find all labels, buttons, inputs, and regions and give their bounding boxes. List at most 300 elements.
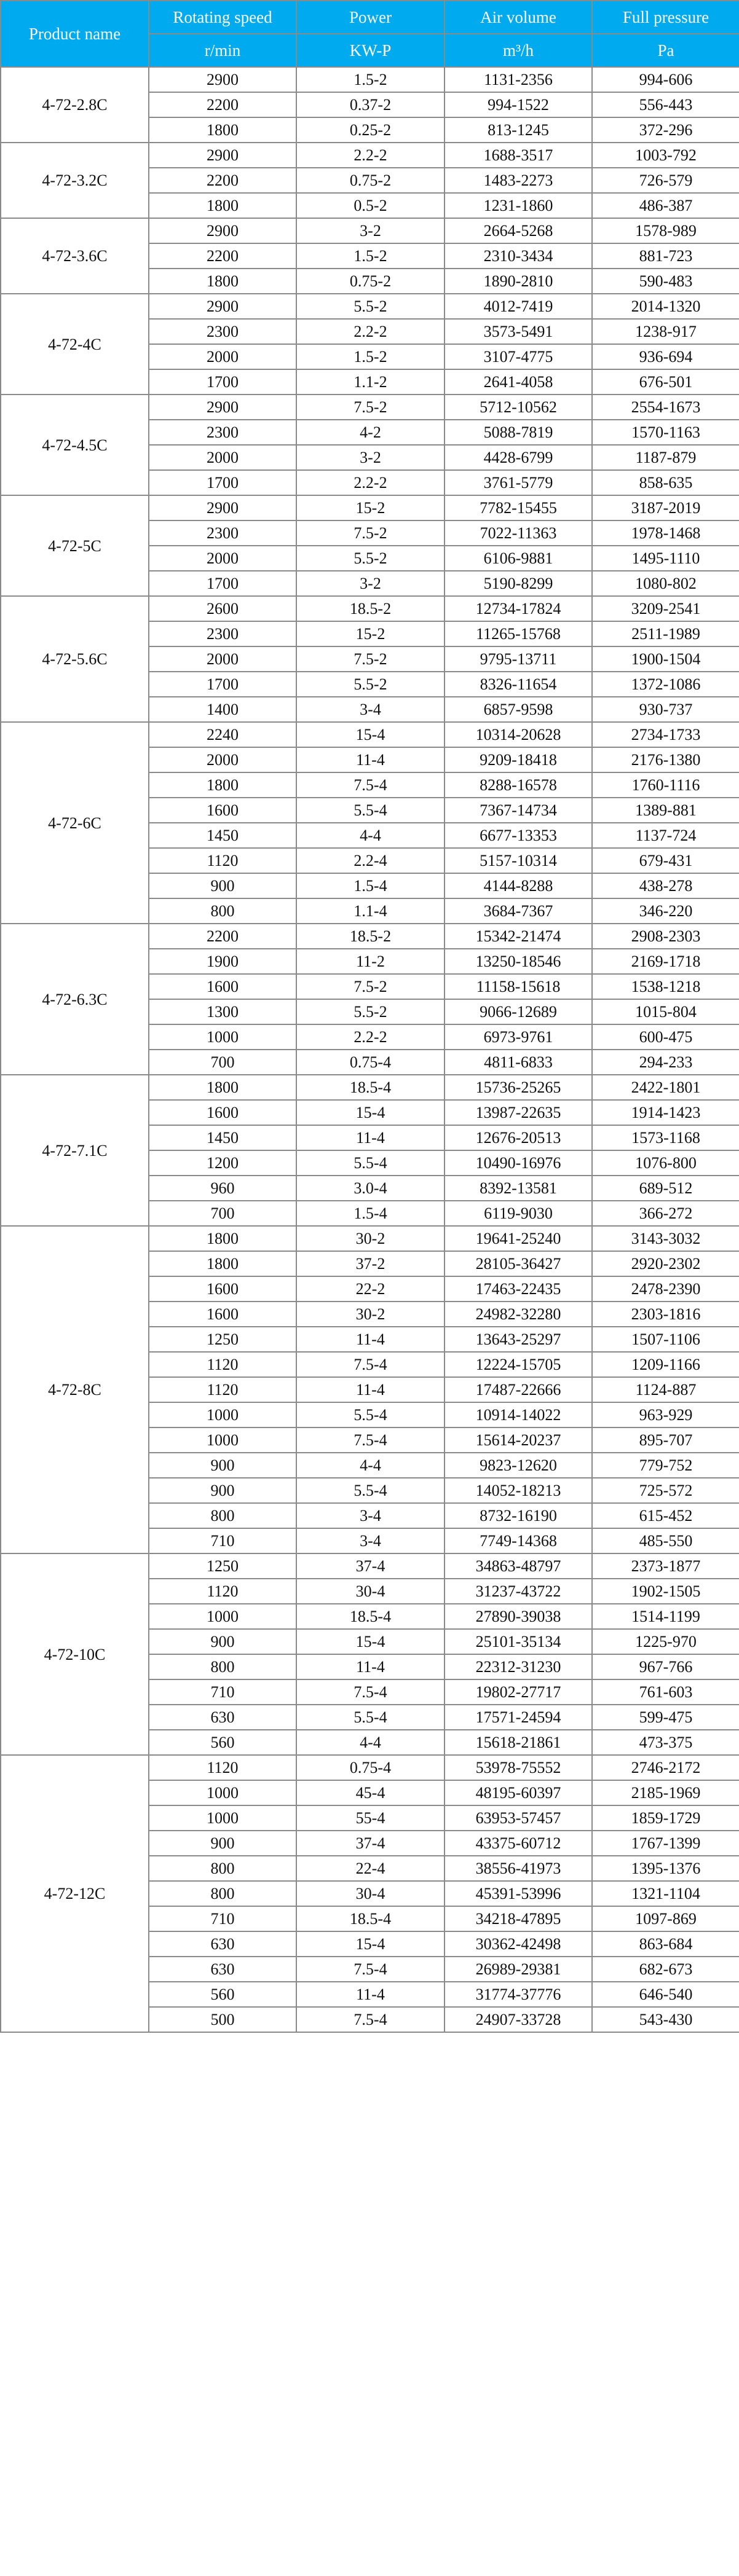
rotating-speed-cell: 800 [149, 1856, 296, 1881]
rotating-speed-cell: 1400 [149, 697, 296, 722]
air-volume-cell: 5088-7819 [445, 420, 592, 445]
header-full-pressure: Full pressure [592, 1, 739, 34]
air-volume-cell: 6857-9598 [445, 697, 592, 722]
full-pressure-cell: 615-452 [592, 1503, 739, 1528]
full-pressure-cell: 2746-2172 [592, 1755, 739, 1780]
full-pressure-cell: 1124-887 [592, 1377, 739, 1402]
rotating-speed-cell: 900 [149, 1453, 296, 1478]
rotating-speed-cell: 560 [149, 1730, 296, 1755]
table-row [1, 1553, 739, 1579]
full-pressure-cell: 646-540 [592, 1982, 739, 2007]
power-cell: 30-4 [296, 1881, 445, 1906]
power-cell: 3-4 [296, 1528, 445, 1553]
power-cell: 11-2 [296, 949, 445, 974]
full-pressure-cell: 676-501 [592, 369, 739, 395]
product-name-cell: 4-72-2.8C [1, 67, 149, 143]
rotating-speed-cell: 1300 [149, 999, 296, 1024]
table-row [1, 722, 739, 747]
full-pressure-cell: 2185-1969 [592, 1780, 739, 1805]
air-volume-cell: 17463-22435 [445, 1276, 592, 1302]
power-cell: 18.5-2 [296, 596, 445, 621]
full-pressure-cell: 1495-1110 [592, 546, 739, 571]
full-pressure-cell: 761-603 [592, 1679, 739, 1705]
air-volume-cell: 12224-15705 [445, 1352, 592, 1377]
air-volume-cell: 5157-10314 [445, 848, 592, 873]
air-volume-cell: 8732-16190 [445, 1503, 592, 1528]
full-pressure-cell: 2920-2302 [592, 1251, 739, 1276]
air-volume-cell: 45391-53996 [445, 1881, 592, 1906]
table-row [1, 495, 739, 520]
product-name-cell: 4-72-6C [1, 722, 149, 924]
rotating-speed-cell: 2900 [149, 294, 296, 319]
air-volume-cell: 24982-32280 [445, 1302, 592, 1327]
air-volume-cell: 9795-13711 [445, 646, 592, 672]
rotating-speed-cell: 700 [149, 1201, 296, 1226]
table-row [1, 218, 739, 243]
table-body [1, 67, 739, 2032]
power-cell: 0.75-2 [296, 269, 445, 294]
full-pressure-cell: 679-431 [592, 848, 739, 873]
power-cell: 5.5-4 [296, 1150, 445, 1176]
power-cell: 2.2-2 [296, 1024, 445, 1050]
air-volume-cell: 2310-3434 [445, 243, 592, 269]
power-cell: 7.5-2 [296, 395, 445, 420]
air-volume-cell: 10314-20628 [445, 722, 592, 747]
power-cell: 0.25-2 [296, 117, 445, 143]
rotating-speed-cell: 1000 [149, 1604, 296, 1629]
air-volume-cell: 7782-15455 [445, 495, 592, 520]
full-pressure-cell: 3209-2541 [592, 596, 739, 621]
rotating-speed-cell: 710 [149, 1679, 296, 1705]
rotating-speed-cell: 1700 [149, 672, 296, 697]
full-pressure-cell: 858-635 [592, 470, 739, 495]
power-cell: 22-2 [296, 1276, 445, 1302]
full-pressure-cell: 2908-2303 [592, 924, 739, 949]
power-cell: 18.5-4 [296, 1075, 445, 1100]
rotating-speed-cell: 800 [149, 1881, 296, 1906]
air-volume-cell: 1483-2273 [445, 168, 592, 193]
full-pressure-cell: 682-673 [592, 1957, 739, 1982]
air-volume-cell: 4144-8288 [445, 873, 592, 898]
full-pressure-cell: 1003-792 [592, 143, 739, 168]
air-volume-cell: 4811-6833 [445, 1050, 592, 1075]
power-cell: 15-4 [296, 1100, 445, 1125]
air-volume-cell: 8326-11654 [445, 672, 592, 697]
air-volume-cell: 26989-29381 [445, 1957, 592, 1982]
table-row [1, 67, 739, 92]
full-pressure-cell: 779-752 [592, 1453, 739, 1478]
full-pressure-cell: 3143-3032 [592, 1226, 739, 1251]
air-volume-cell: 2641-4058 [445, 369, 592, 395]
product-name-cell: 4-72-4.5C [1, 395, 149, 495]
power-cell: 3.0-4 [296, 1176, 445, 1201]
air-volume-cell: 1890-2810 [445, 269, 592, 294]
power-cell: 7.5-4 [296, 1427, 445, 1453]
full-pressure-cell: 473-375 [592, 1730, 739, 1755]
air-volume-cell: 6119-9030 [445, 1201, 592, 1226]
full-pressure-cell: 1538-1218 [592, 974, 739, 999]
rotating-speed-cell: 2200 [149, 243, 296, 269]
air-volume-cell: 27890-39038 [445, 1604, 592, 1629]
product-name-cell: 4-72-12C [1, 1755, 149, 2032]
power-cell: 15-4 [296, 1931, 445, 1957]
rotating-speed-cell: 2000 [149, 445, 296, 470]
full-pressure-cell: 994-606 [592, 67, 739, 92]
full-pressure-cell: 543-430 [592, 2007, 739, 2032]
table-row [1, 143, 739, 168]
air-volume-cell: 3573-5491 [445, 319, 592, 344]
full-pressure-cell: 3187-2019 [592, 495, 739, 520]
full-pressure-cell: 1015-804 [592, 999, 739, 1024]
full-pressure-cell: 590-483 [592, 269, 739, 294]
full-pressure-cell: 1900-1504 [592, 646, 739, 672]
rotating-speed-cell: 800 [149, 1503, 296, 1528]
power-cell: 7.5-2 [296, 520, 445, 546]
full-pressure-cell: 2176-1380 [592, 747, 739, 772]
power-cell: 2.2-2 [296, 143, 445, 168]
air-volume-cell: 19641-25240 [445, 1226, 592, 1251]
full-pressure-cell: 1395-1376 [592, 1856, 739, 1881]
power-cell: 7.5-2 [296, 974, 445, 999]
full-pressure-cell: 1372-1086 [592, 672, 739, 697]
full-pressure-cell: 438-278 [592, 873, 739, 898]
air-volume-cell: 25101-35134 [445, 1629, 592, 1654]
air-volume-cell: 12734-17824 [445, 596, 592, 621]
rotating-speed-cell: 560 [149, 1982, 296, 2007]
product-name-cell: 4-72-3.6C [1, 218, 149, 294]
air-volume-cell: 1131-2356 [445, 67, 592, 92]
full-pressure-cell: 936-694 [592, 344, 739, 369]
full-pressure-cell: 1080-802 [592, 571, 739, 596]
product-name-cell: 4-72-5C [1, 495, 149, 596]
full-pressure-cell: 725-572 [592, 1478, 739, 1503]
full-pressure-cell: 689-512 [592, 1176, 739, 1201]
full-pressure-cell: 1978-1468 [592, 520, 739, 546]
full-pressure-cell: 599-475 [592, 1705, 739, 1730]
full-pressure-cell: 1225-970 [592, 1629, 739, 1654]
rotating-speed-cell: 1250 [149, 1327, 296, 1352]
air-volume-cell: 6973-9761 [445, 1024, 592, 1050]
rotating-speed-cell: 2200 [149, 168, 296, 193]
full-pressure-cell: 2511-1989 [592, 621, 739, 646]
rotating-speed-cell: 500 [149, 2007, 296, 2032]
power-cell: 15-2 [296, 495, 445, 520]
rotating-speed-cell: 2000 [149, 646, 296, 672]
power-cell: 1.1-4 [296, 898, 445, 924]
air-volume-cell: 17571-24594 [445, 1705, 592, 1730]
full-pressure-cell: 346-220 [592, 898, 739, 924]
power-cell: 4-2 [296, 420, 445, 445]
header-air-volume: Air volume [445, 1, 592, 34]
air-volume-cell: 10490-16976 [445, 1150, 592, 1176]
full-pressure-cell: 1321-1104 [592, 1881, 739, 1906]
air-volume-cell: 4428-6799 [445, 445, 592, 470]
full-pressure-cell: 2478-2390 [592, 1276, 739, 1302]
power-cell: 7.5-4 [296, 1679, 445, 1705]
air-volume-cell: 43375-60712 [445, 1831, 592, 1856]
rotating-speed-cell: 1700 [149, 369, 296, 395]
rotating-speed-cell: 1700 [149, 470, 296, 495]
power-cell: 37-4 [296, 1831, 445, 1856]
air-volume-cell: 3107-4775 [445, 344, 592, 369]
power-cell: 2.2-2 [296, 319, 445, 344]
power-cell: 0.75-2 [296, 168, 445, 193]
rotating-speed-cell: 900 [149, 1478, 296, 1503]
rotating-speed-cell: 2300 [149, 621, 296, 646]
rotating-speed-cell: 1800 [149, 1251, 296, 1276]
rotating-speed-cell: 1000 [149, 1805, 296, 1831]
power-cell: 5.5-4 [296, 798, 445, 823]
air-volume-cell: 1688-3517 [445, 143, 592, 168]
air-volume-cell: 13643-25297 [445, 1327, 592, 1352]
rotating-speed-cell: 2600 [149, 596, 296, 621]
power-cell: 5.5-2 [296, 294, 445, 319]
rotating-speed-cell: 2900 [149, 143, 296, 168]
power-cell: 15-2 [296, 621, 445, 646]
power-cell: 18.5-4 [296, 1906, 445, 1931]
product-name-cell: 4-72-6.3C [1, 924, 149, 1075]
rotating-speed-cell: 900 [149, 1831, 296, 1856]
rotating-speed-cell: 960 [149, 1176, 296, 1201]
rotating-speed-cell: 2000 [149, 546, 296, 571]
rotating-speed-cell: 630 [149, 1931, 296, 1957]
air-volume-cell: 34218-47895 [445, 1906, 592, 1931]
rotating-speed-cell: 1250 [149, 1553, 296, 1579]
rotating-speed-cell: 1000 [149, 1024, 296, 1050]
rotating-speed-cell: 2900 [149, 67, 296, 92]
full-pressure-cell: 881-723 [592, 243, 739, 269]
rotating-speed-cell: 1800 [149, 269, 296, 294]
rotating-speed-cell: 1800 [149, 117, 296, 143]
power-cell: 18.5-2 [296, 924, 445, 949]
full-pressure-cell: 930-737 [592, 697, 739, 722]
rotating-speed-cell: 2000 [149, 344, 296, 369]
full-pressure-cell: 1514-1199 [592, 1604, 739, 1629]
air-volume-cell: 9823-12620 [445, 1453, 592, 1478]
air-volume-cell: 5712-10562 [445, 395, 592, 420]
rotating-speed-cell: 630 [149, 1957, 296, 1982]
full-pressure-cell: 486-387 [592, 193, 739, 218]
power-cell: 5.5-4 [296, 1705, 445, 1730]
air-volume-cell: 63953-57457 [445, 1805, 592, 1831]
air-volume-cell: 9066-12689 [445, 999, 592, 1024]
table-header [1, 1, 739, 67]
product-name-cell: 4-72-3.2C [1, 143, 149, 218]
full-pressure-cell: 372-296 [592, 117, 739, 143]
air-volume-cell: 13250-18546 [445, 949, 592, 974]
rotating-speed-cell: 1450 [149, 1125, 296, 1150]
air-volume-cell: 13987-22635 [445, 1100, 592, 1125]
full-pressure-cell: 1076-800 [592, 1150, 739, 1176]
power-cell: 1.5-4 [296, 873, 445, 898]
power-cell: 11-4 [296, 1982, 445, 2007]
power-cell: 5.5-4 [296, 1402, 445, 1427]
air-volume-cell: 24907-33728 [445, 2007, 592, 2032]
power-cell: 11-4 [296, 1654, 445, 1679]
rotating-speed-cell: 2200 [149, 924, 296, 949]
air-volume-cell: 3684-7367 [445, 898, 592, 924]
full-pressure-cell: 1767-1399 [592, 1831, 739, 1856]
air-volume-cell: 7022-11363 [445, 520, 592, 546]
full-pressure-cell: 600-475 [592, 1024, 739, 1050]
air-volume-cell: 813-1245 [445, 117, 592, 143]
power-cell: 11-4 [296, 747, 445, 772]
air-volume-cell: 31237-43722 [445, 1579, 592, 1604]
power-cell: 7.5-4 [296, 772, 445, 798]
air-volume-cell: 8392-13581 [445, 1176, 592, 1201]
full-pressure-cell: 1573-1168 [592, 1125, 739, 1150]
rotating-speed-cell: 1900 [149, 949, 296, 974]
full-pressure-cell: 1760-1116 [592, 772, 739, 798]
rotating-speed-cell: 710 [149, 1528, 296, 1553]
power-cell: 2.2-2 [296, 470, 445, 495]
power-cell: 3-2 [296, 571, 445, 596]
full-pressure-cell: 485-550 [592, 1528, 739, 1553]
power-cell: 0.75-4 [296, 1050, 445, 1075]
product-name-cell: 4-72-10C [1, 1553, 149, 1755]
full-pressure-cell: 1578-989 [592, 218, 739, 243]
full-pressure-cell: 2734-1733 [592, 722, 739, 747]
product-name-cell: 4-72-4C [1, 294, 149, 395]
air-volume-cell: 4012-7419 [445, 294, 592, 319]
full-pressure-cell: 967-766 [592, 1654, 739, 1679]
rotating-speed-cell: 2900 [149, 218, 296, 243]
full-pressure-cell: 1097-869 [592, 1906, 739, 1931]
rotating-speed-cell: 2300 [149, 319, 296, 344]
power-cell: 55-4 [296, 1805, 445, 1831]
air-volume-cell: 11158-15618 [445, 974, 592, 999]
rotating-speed-cell: 2240 [149, 722, 296, 747]
table-row [1, 924, 739, 949]
rotating-speed-cell: 2300 [149, 420, 296, 445]
rotating-speed-cell: 1120 [149, 1377, 296, 1402]
air-volume-cell: 53978-75552 [445, 1755, 592, 1780]
product-name-cell: 4-72-5.6C [1, 596, 149, 722]
air-volume-cell: 15614-20237 [445, 1427, 592, 1453]
unit-power: KW-P [296, 34, 445, 67]
rotating-speed-cell: 1600 [149, 1302, 296, 1327]
air-volume-cell: 15618-21861 [445, 1730, 592, 1755]
table-row [1, 294, 739, 319]
air-volume-cell: 11265-15768 [445, 621, 592, 646]
full-pressure-cell: 1209-1166 [592, 1352, 739, 1377]
rotating-speed-cell: 1600 [149, 974, 296, 999]
air-volume-cell: 30362-42498 [445, 1931, 592, 1957]
power-cell: 1.1-2 [296, 369, 445, 395]
full-pressure-cell: 1137-724 [592, 823, 739, 848]
power-cell: 5.5-2 [296, 546, 445, 571]
product-name-cell: 4-72-8C [1, 1226, 149, 1553]
rotating-speed-cell: 1700 [149, 571, 296, 596]
air-volume-cell: 19802-27717 [445, 1679, 592, 1705]
power-cell: 5.5-2 [296, 999, 445, 1024]
power-cell: 11-4 [296, 1377, 445, 1402]
power-cell: 37-4 [296, 1553, 445, 1579]
air-volume-cell: 22312-31230 [445, 1654, 592, 1679]
power-cell: 22-4 [296, 1856, 445, 1881]
air-volume-cell: 28105-36427 [445, 1251, 592, 1276]
product-name-cell: 4-72-7.1C [1, 1075, 149, 1226]
rotating-speed-cell: 1600 [149, 1276, 296, 1302]
table-row [1, 395, 739, 420]
power-cell: 3-2 [296, 218, 445, 243]
table-row [1, 1755, 739, 1780]
header-product-name: Product name [1, 1, 149, 67]
power-cell: 45-4 [296, 1780, 445, 1805]
full-pressure-cell: 1507-1106 [592, 1327, 739, 1352]
air-volume-cell: 6677-13353 [445, 823, 592, 848]
rotating-speed-cell: 1120 [149, 1579, 296, 1604]
power-cell: 30-4 [296, 1579, 445, 1604]
power-cell: 1.5-4 [296, 1201, 445, 1226]
air-volume-cell: 7749-14368 [445, 1528, 592, 1553]
rotating-speed-cell: 2300 [149, 520, 296, 546]
air-volume-cell: 7367-14734 [445, 798, 592, 823]
full-pressure-cell: 2422-1801 [592, 1075, 739, 1100]
table-row [1, 1226, 739, 1251]
rotating-speed-cell: 2200 [149, 92, 296, 117]
air-volume-cell: 10914-14022 [445, 1402, 592, 1427]
power-cell: 0.75-4 [296, 1755, 445, 1780]
power-cell: 0.5-2 [296, 193, 445, 218]
rotating-speed-cell: 1800 [149, 1226, 296, 1251]
power-cell: 3-4 [296, 697, 445, 722]
power-cell: 4-4 [296, 1730, 445, 1755]
full-pressure-cell: 895-707 [592, 1427, 739, 1453]
full-pressure-cell: 726-579 [592, 168, 739, 193]
table-row [1, 596, 739, 621]
air-volume-cell: 3761-5779 [445, 470, 592, 495]
air-volume-cell: 17487-22666 [445, 1377, 592, 1402]
rotating-speed-cell: 700 [149, 1050, 296, 1075]
power-cell: 2.2-4 [296, 848, 445, 873]
power-cell: 11-4 [296, 1327, 445, 1352]
rotating-speed-cell: 1800 [149, 772, 296, 798]
rotating-speed-cell: 800 [149, 1654, 296, 1679]
power-cell: 7.5-4 [296, 1352, 445, 1377]
rotating-speed-cell: 2000 [149, 747, 296, 772]
full-pressure-cell: 2554-1673 [592, 395, 739, 420]
power-cell: 5.5-2 [296, 672, 445, 697]
air-volume-cell: 6106-9881 [445, 546, 592, 571]
rotating-speed-cell: 1120 [149, 1352, 296, 1377]
header-power: Power [296, 1, 445, 34]
full-pressure-cell: 2373-1877 [592, 1553, 739, 1579]
air-volume-cell: 34863-48797 [445, 1553, 592, 1579]
rotating-speed-cell: 1000 [149, 1427, 296, 1453]
unit-air-volume: m³/h [445, 34, 592, 67]
power-cell: 7.5-4 [296, 1957, 445, 1982]
full-pressure-cell: 1859-1729 [592, 1805, 739, 1831]
full-pressure-cell: 2014-1320 [592, 294, 739, 319]
power-cell: 1.5-2 [296, 243, 445, 269]
rotating-speed-cell: 1600 [149, 1100, 296, 1125]
full-pressure-cell: 366-272 [592, 1201, 739, 1226]
unit-pressure: Pa [592, 34, 739, 67]
rotating-speed-cell: 1600 [149, 798, 296, 823]
air-volume-cell: 15342-21474 [445, 924, 592, 949]
full-pressure-cell: 1389-881 [592, 798, 739, 823]
header-row [1, 1, 739, 34]
air-volume-cell: 994-1522 [445, 92, 592, 117]
power-cell: 7.5-4 [296, 2007, 445, 2032]
air-volume-cell: 38556-41973 [445, 1856, 592, 1881]
full-pressure-cell: 863-684 [592, 1931, 739, 1957]
rotating-speed-cell: 900 [149, 1629, 296, 1654]
air-volume-cell: 48195-60397 [445, 1780, 592, 1805]
full-pressure-cell: 1238-917 [592, 319, 739, 344]
power-cell: 15-4 [296, 722, 445, 747]
